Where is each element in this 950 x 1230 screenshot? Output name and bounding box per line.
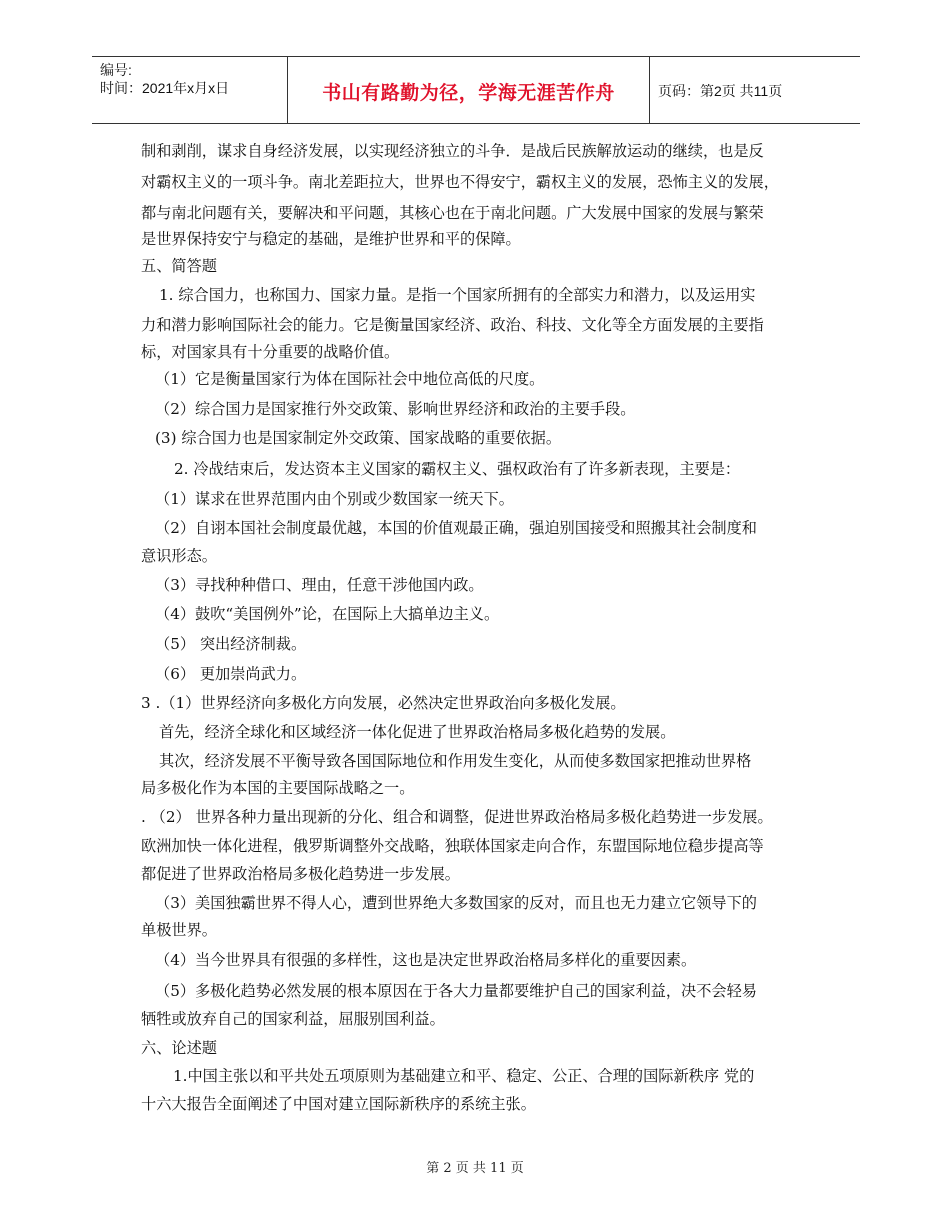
- body-line: （2）自诩本国社会制度最优越，本国的价值观最正确，强迫别国接受和照搬其社会制度和: [155, 519, 757, 537]
- body-line: （1）它是衡量国家行为体在国际社会中地位高低的尺度。: [155, 370, 545, 388]
- body-line: 力和潜力影响国际社会的能力。它是衡量国家经济、政治、科技、文化等全方面发展的主要指: [141, 316, 764, 334]
- body-line: （3）寻找种种借口、理由，任意干涉他国内政。: [155, 576, 484, 594]
- body-line: 3 .（1）世界经济向多极化方向发展，必然决定世界政治向多极化发展。: [141, 694, 626, 712]
- body-line: （5）多极化趋势必然发展的根本原因在于各大力量都要维护自己的国家利益，决不会轻易: [155, 982, 757, 1000]
- page-header: [92, 56, 860, 124]
- body-line: 1. 综合国力，也称国力、国家力量。是指一个国家所拥有的全部实力和潜力，以及运用实: [159, 286, 756, 304]
- body-line: 2. 冷战结束后，发达资本主义国家的霸权主义、强权政治有了许多新表现，主要是：: [174, 460, 741, 478]
- body-line: （4）当今世界具有很强的多样性，这也是决定世界政治格局多样化的重要因素。: [155, 951, 697, 969]
- body-line: 单极世界。: [141, 921, 217, 939]
- body-line: （2）综合国力是国家推行外交政策、影响世界经济和政治的主要手段。: [155, 400, 636, 418]
- body-line: （3）美国独霸世界不得人心，遭到世界绝大多数国家的反对，而且也无力建立它领导下的: [155, 894, 757, 912]
- body-line: 牺牲或放弃自己的国家利益，屈服别国利益。: [141, 1010, 445, 1028]
- header-meta: [100, 61, 229, 97]
- number-label: 编号:: [100, 62, 132, 78]
- body-line: 是世界保持安宁与稳定的基础，是维护世界和平的保障。: [141, 230, 521, 248]
- body-line: . （2） 世界各种力量出现新的分化、组合和调整，促进世界政治格局多极化趋势进一步发展。: [141, 808, 773, 826]
- header-page-info: 页码：第2页 共11页: [658, 83, 783, 99]
- body-line: 都促进了世界政治格局多极化趋势进一步发展。: [141, 865, 460, 883]
- body-line: 意识形态。: [141, 547, 217, 565]
- body-line: 标，对国家具有十分重要的战略价值。: [141, 343, 400, 361]
- body-line: 首先，经济全球化和区域经济一体化促进了世界政治格局多极化趋势的发展。: [159, 723, 676, 741]
- body-line: （1）谋求在世界范围内由个别或少数国家一统天下。: [155, 490, 514, 508]
- header-motto: 书山有路勤为径，学海无涯苦作舟: [322, 82, 615, 104]
- body-line: 十六大报告全面阐述了中国对建立国际新秩序的系统主张。: [141, 1095, 536, 1113]
- body-line: 都与南北问题有关，要解决和平问题，其核心也在于南北问题。广大发展中国家的发展与繁荣: [141, 204, 764, 222]
- body-line: （5） 突出经济制裁。: [155, 635, 307, 653]
- time-label: 时间：2021年x月x日: [100, 80, 230, 96]
- section-heading: 六、论述题: [141, 1039, 217, 1057]
- body-line: 制和剥削，谋求自身经济发展，以实现经济独立的斗争．是战后民族解放运动的继续，也是反: [141, 142, 764, 160]
- body-line: 1.中国主张以和平共处五项原则为基础建立和平、稳定、公正、合理的国际新秩序 党的: [173, 1067, 755, 1085]
- section-heading: 五、简答题: [141, 257, 217, 275]
- body-line: 局多极化作为本国的主要国际战略之一。: [141, 779, 415, 797]
- page-footer: 第 2 页 共 11 页: [426, 1161, 524, 1176]
- body-line: 其次，经济发展不平衡导致各国国际地位和作用发生变化，从而使多数国家把推动世界格: [159, 752, 752, 770]
- header-divider: [649, 57, 650, 123]
- body-line: 欧洲加快一体化进程，俄罗斯调整外交战略，独联体国家走向合作，东盟国际地位稳步提高等: [141, 837, 764, 855]
- body-line: （4）鼓吹“美国例外”论，在国际上大搞单边主义。: [155, 605, 500, 623]
- body-line: （6） 更加崇尚武力。: [155, 665, 307, 683]
- body-line: 对霸权主义的一项斗争。南北差距拉大，世界也不得安宁，霸权主义的发展，恐怖主义的发展，: [141, 173, 779, 191]
- body-line: (3) 综合国力也是国家制定外交政策、国家战略的重要依据。: [155, 429, 562, 447]
